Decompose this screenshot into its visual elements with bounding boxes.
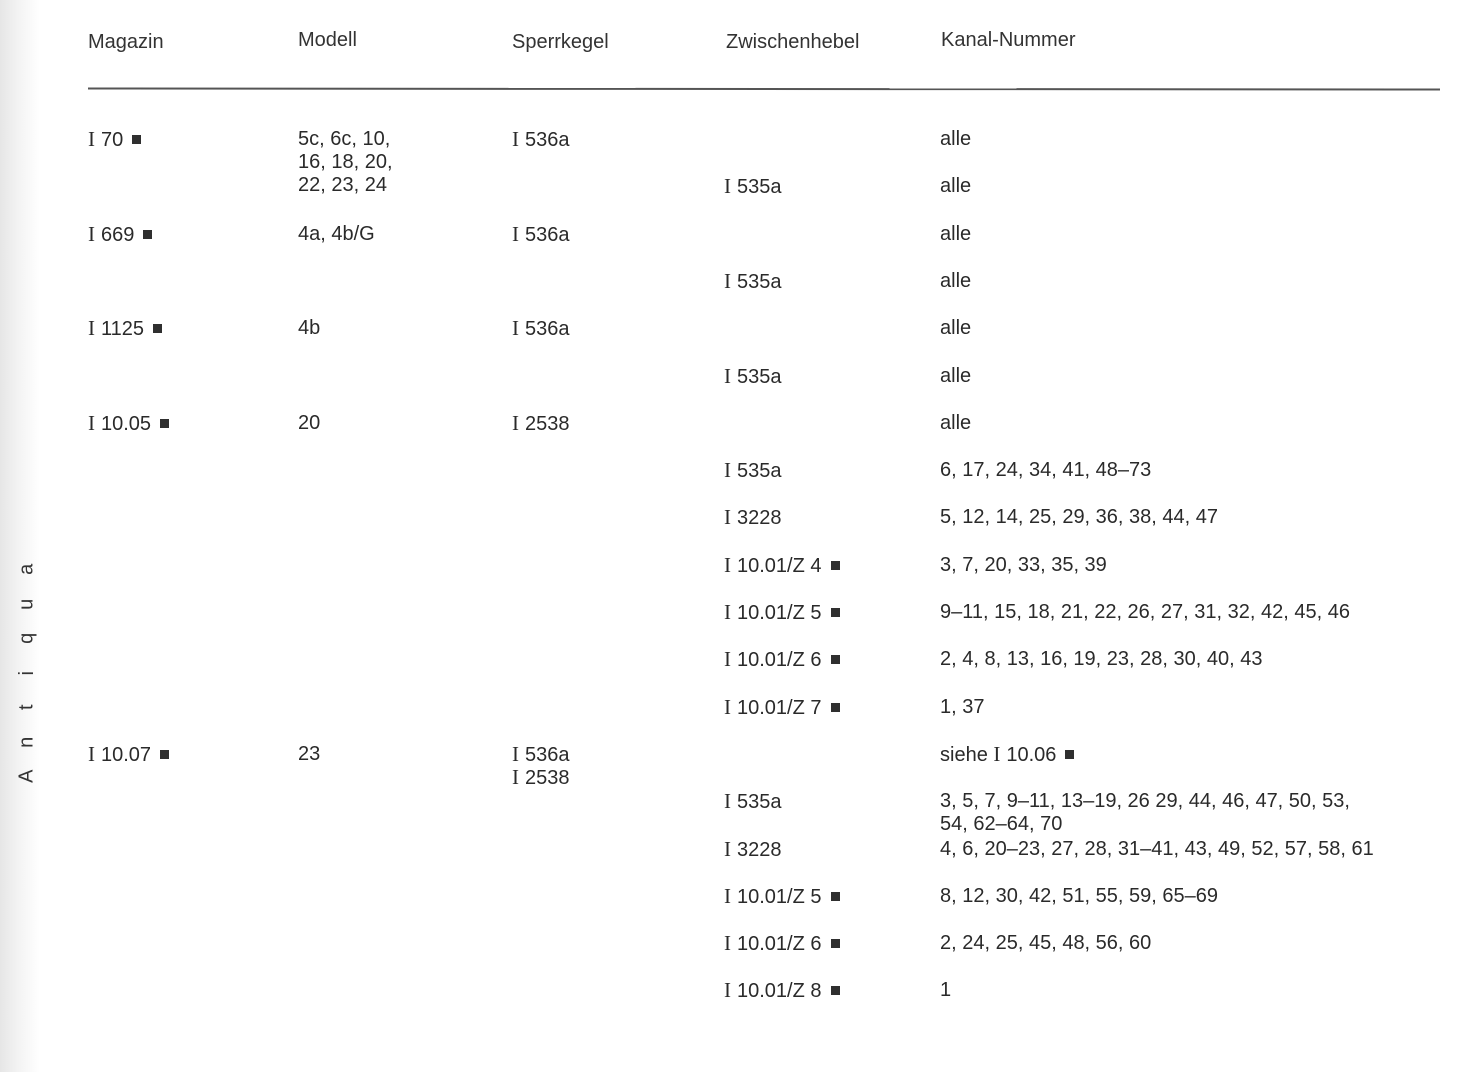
- cell-text: alle: [940, 175, 972, 198]
- kanal-nummer-cell: [940, 979, 951, 1002]
- cell-text: 16, 18, 20,: [298, 151, 393, 173]
- square-marker-icon: [831, 561, 840, 570]
- side-letter: a: [15, 563, 38, 575]
- modell-cell: [298, 128, 390, 151]
- square-marker-icon: [160, 419, 169, 428]
- roman-numeral-prefix: I: [512, 221, 519, 246]
- roman-numeral-prefix: I: [88, 316, 95, 341]
- side-letter: i: [15, 670, 38, 675]
- cell-text: 5c, 6c, 10,: [298, 128, 391, 150]
- square-marker-icon: [160, 750, 169, 759]
- magazin-cell: [88, 317, 162, 341]
- roman-numeral-prefix: I: [724, 174, 731, 199]
- roman-numeral-prefix: I: [88, 741, 95, 766]
- cell-text: 535a: [737, 270, 782, 293]
- kanal-nummer-cell: [940, 506, 1218, 529]
- roman-numeral-prefix: I: [724, 458, 731, 483]
- cell-text: 4a, 4b/G: [298, 222, 375, 245]
- square-marker-icon: [831, 892, 840, 901]
- square-marker-icon: [1065, 750, 1074, 759]
- cell-text: 10.07: [101, 743, 152, 766]
- kanal-nummer-cell: [940, 128, 971, 151]
- cell-text: 22, 23, 24: [298, 174, 387, 196]
- zwischenhebel-cell: [724, 554, 840, 578]
- cell-text: alle: [940, 411, 972, 434]
- kanal-nummer-cell: [940, 175, 971, 198]
- zwischenhebel-cell: [724, 601, 840, 625]
- kanal-nummer-cell: [940, 554, 1107, 577]
- roman-numeral-prefix: I: [724, 552, 731, 577]
- cell-text: 70: [101, 129, 124, 151]
- square-marker-icon: [153, 324, 162, 333]
- cell-text: 54, 62–64, 70: [940, 813, 1063, 836]
- roman-numeral-prefix: I: [88, 127, 95, 151]
- square-marker-icon: [831, 608, 840, 617]
- cell-text: 8, 12, 30, 42, 51, 55, 59, 65–69: [940, 884, 1219, 907]
- kanal-nummer-cell: [940, 223, 971, 246]
- kanal-nummer-cell: [940, 459, 1151, 482]
- zwischenhebel-cell: [724, 979, 840, 1003]
- roman-numeral-prefix: I: [512, 127, 519, 151]
- zwischenhebel-cell: [724, 838, 782, 862]
- cell-text: alle: [940, 317, 972, 340]
- kanal-nummer-cell: [940, 932, 1151, 955]
- sperrkegel-cell: [512, 128, 570, 152]
- cell-text: 5, 12, 14, 25, 29, 36, 38, 44, 47: [940, 506, 1218, 529]
- kanal-nummer-cell: [940, 270, 971, 293]
- side-letter: A: [15, 769, 38, 783]
- roman-numeral-prefix: I: [512, 410, 519, 435]
- modell-cell: [298, 151, 393, 174]
- header-sperrkegel: Sperrkegel: [512, 31, 609, 53]
- sperrkegel-cell: [512, 412, 570, 436]
- kanal-nummer-cell: [940, 790, 1350, 813]
- cell-text: 3228: [737, 507, 782, 530]
- kanal-nummer-cell: [940, 648, 1262, 671]
- square-marker-icon: [831, 986, 840, 995]
- cell-text: 10.01/Z 4: [737, 554, 822, 577]
- cell-text: 1, 37: [940, 695, 985, 718]
- zwischenhebel-cell: [724, 648, 840, 672]
- cell-text: 1: [940, 979, 952, 1002]
- side-label-antiqua: [15, 552, 44, 794]
- square-marker-icon: [143, 230, 152, 239]
- zwischenhebel-cell: [724, 365, 782, 389]
- sperrkegel-cell: [512, 317, 570, 341]
- cell-text: 535a: [737, 176, 782, 199]
- page-edge-shadow: [0, 0, 40, 1072]
- kanal-nummer-cell: [940, 743, 1074, 767]
- cell-text: 23: [298, 742, 321, 765]
- roman-numeral-prefix: I: [724, 978, 731, 1003]
- cell-text: siehe: [940, 743, 994, 766]
- kanal-nummer-cell: [940, 317, 971, 340]
- modell-cell: [298, 317, 320, 340]
- kanal-nummer-cell: [940, 813, 1062, 836]
- cell-text: 536a: [525, 129, 570, 151]
- magazin-cell: [88, 412, 169, 436]
- kanal-nummer-cell: [940, 696, 984, 719]
- cell-text: 3, 7, 20, 33, 35, 39: [940, 553, 1107, 576]
- cell-text: 10.05: [101, 412, 152, 435]
- cell-text: 2, 24, 25, 45, 48, 56, 60: [940, 932, 1152, 955]
- header-magazin: Magazin: [88, 31, 164, 53]
- roman-numeral-prefix: I: [724, 600, 731, 624]
- cell-text: 669: [101, 223, 135, 246]
- kanal-nummer-cell: [940, 412, 971, 435]
- roman-numeral-prefix: I: [724, 836, 731, 861]
- roman-numeral-prefix: I: [724, 789, 731, 814]
- cell-text: 535a: [737, 365, 782, 388]
- header-modell: Modell: [298, 29, 357, 51]
- roman-numeral-prefix: I: [724, 883, 731, 908]
- side-letter: n: [15, 736, 38, 748]
- cell-text: alle: [940, 222, 972, 245]
- cell-text: 4b: [298, 317, 321, 340]
- header-zwischenhebel: Zwischenhebel: [726, 31, 860, 53]
- cell-text: 10.06: [1006, 743, 1057, 766]
- roman-numeral-prefix: I: [724, 647, 731, 672]
- zwischenhebel-cell: [724, 270, 782, 294]
- kanal-nummer-cell: [940, 885, 1218, 908]
- cell-text: 2538: [525, 766, 570, 789]
- cell-text: alle: [940, 269, 972, 292]
- sperrkegel-cell: [512, 223, 570, 247]
- magazin-cell: [88, 223, 152, 247]
- sperrkegel-cell: [512, 766, 570, 790]
- cell-text: alle: [940, 128, 972, 150]
- zwischenhebel-cell: [724, 790, 782, 814]
- cell-text: 1125: [101, 318, 145, 341]
- zwischenhebel-cell: [724, 506, 782, 530]
- zwischenhebel-cell: [724, 932, 840, 956]
- zwischenhebel-cell: [724, 885, 840, 909]
- modell-cell: [298, 412, 320, 435]
- roman-numeral-prefix: I: [724, 931, 731, 956]
- zwischenhebel-cell: [724, 175, 782, 199]
- square-marker-icon: [132, 135, 141, 144]
- cell-text: alle: [940, 364, 972, 387]
- roman-numeral-prefix: I: [512, 764, 519, 789]
- roman-numeral-prefix: I: [724, 505, 731, 530]
- cell-text: 536a: [525, 743, 570, 766]
- cell-text: 10.01/Z 8: [737, 980, 822, 1003]
- side-letter: u: [15, 598, 38, 610]
- roman-numeral-prefix: I: [724, 363, 731, 388]
- cell-text: 2538: [525, 412, 570, 435]
- modell-cell: [298, 743, 320, 766]
- kanal-nummer-cell: [940, 601, 1350, 624]
- cell-text: 4, 6, 20–23, 27, 28, 31–41, 43, 49, 52, 57, 58, 61: [940, 837, 1374, 860]
- roman-numeral-prefix: I: [88, 410, 95, 435]
- roman-numeral-prefix: I: [88, 221, 95, 246]
- cell-text: 535a: [737, 791, 782, 814]
- cell-text: 20: [298, 411, 321, 434]
- cell-text: 10.01/Z 7: [737, 696, 822, 719]
- cell-text: 10.01/Z 6: [737, 933, 822, 956]
- roman-numeral-prefix: I: [512, 741, 519, 766]
- header-rule: [88, 88, 1440, 91]
- cell-text: 10.01/Z 5: [737, 885, 822, 908]
- sperrkegel-cell: [512, 743, 570, 767]
- cell-text: 3, 5, 7, 9–11, 13–19, 26 29, 44, 46, 47, 50, 53,: [940, 790, 1350, 813]
- side-letter: q: [15, 632, 38, 644]
- cell-text: 535a: [737, 460, 782, 483]
- magazin-cell: [88, 128, 141, 152]
- cell-text: 536a: [525, 223, 570, 246]
- zwischenhebel-cell: [724, 696, 840, 720]
- roman-numeral-prefix: I: [993, 741, 1001, 766]
- roman-numeral-prefix: I: [724, 268, 731, 293]
- modell-cell: [298, 174, 387, 197]
- cell-text: 2, 4, 8, 13, 16, 19, 23, 28, 30, 40, 43: [940, 648, 1263, 671]
- roman-numeral-prefix: I: [512, 316, 519, 341]
- zwischenhebel-cell: [724, 459, 782, 483]
- cell-text: 536a: [525, 318, 570, 341]
- cell-text: 10.01/Z 6: [737, 649, 822, 672]
- square-marker-icon: [831, 939, 840, 948]
- magazin-cell: [88, 743, 169, 767]
- kanal-nummer-cell: [940, 365, 971, 388]
- cell-text: 6, 17, 24, 34, 41, 48–73: [940, 459, 1152, 482]
- roman-numeral-prefix: I: [724, 694, 731, 719]
- cell-text: 9–11, 15, 18, 21, 22, 26, 27, 31, 32, 42, 45, 46: [940, 601, 1350, 623]
- header-kanal-nummer: Kanal-Nummer: [941, 29, 1076, 51]
- square-marker-icon: [831, 703, 840, 712]
- cell-text: 10.01/Z 5: [737, 602, 822, 624]
- cell-text: 3228: [737, 838, 782, 861]
- modell-cell: [298, 223, 375, 246]
- kanal-nummer-cell: [940, 838, 1374, 861]
- side-letter: t: [15, 704, 38, 711]
- square-marker-icon: [831, 655, 840, 664]
